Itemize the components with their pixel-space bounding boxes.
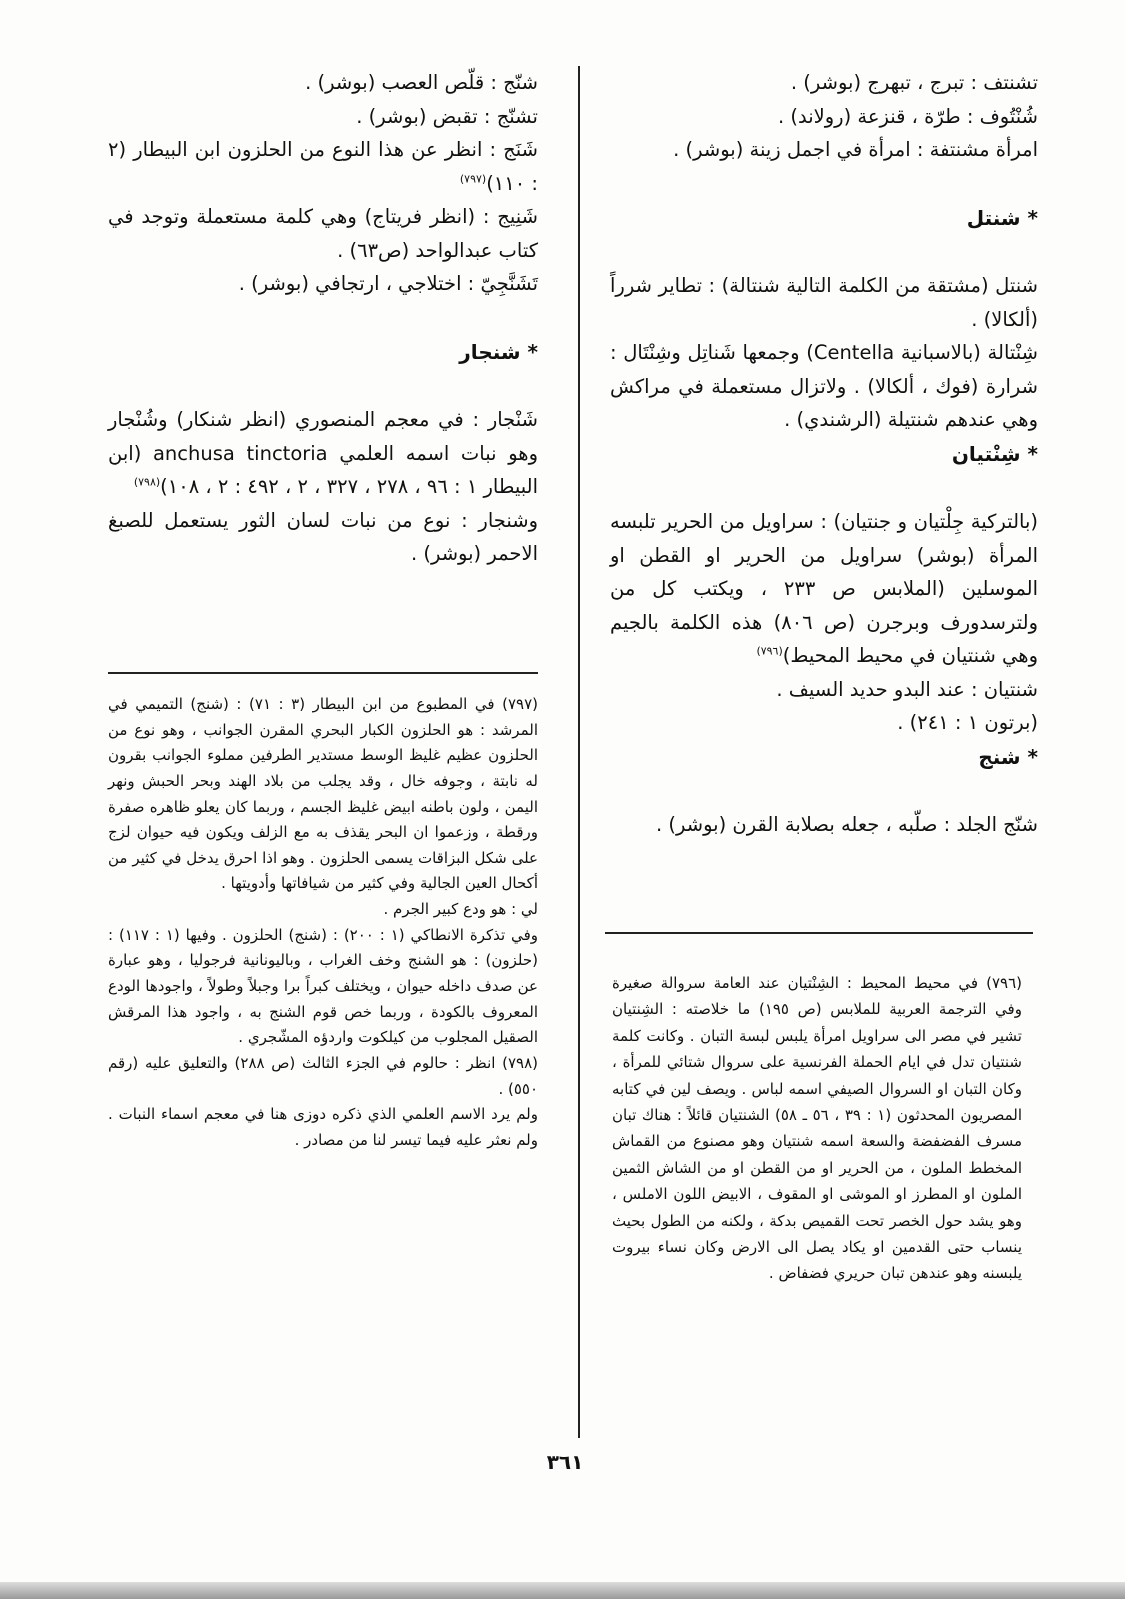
entry-snail-text: شَنَج : انظر عن هذا النوع من الحلزون ابن البيطار (٢ : ١١٠) [108,138,538,195]
column-divider [578,66,580,1438]
page-number: ٣٦١ [546,1450,584,1474]
right-footnote [612,970,1022,1287]
entry-shintiyan-sword: شنتيان : عند البدو حديد السيف . [776,677,1038,701]
entry-shintiyan-text: (بالتركية جِلْتيان و جنتيان) : سراويل من الحرير تلبسه المرأة (بوشر) سراويل من الحرير او القطن او الموسلين (الملابس ص ٢٣٣ ، ويكتب كل من ولترسدورف وبرجرن (ص ٨٠٦) هذه الكلمة بالجيم وهي شنتيان في محيط المحيط) [610,510,1039,668]
heading-shanaj: * شنج [978,744,1038,769]
entry-shanij: شَنِيج : (انظر فريتاج) وهي كلمة مستعملة وتوجد في كتاب عبدالواحد (ص٦٣) . [108,205,538,262]
entry-shantal: شنتل (مشتقة من الكلمة التالية شنتالة) : تطاير شرراً (ألكالا) . [610,273,1038,331]
entry-shintiyan [610,505,1038,673]
entry-line: تشنّج : تقبض (بوشر) . [356,104,538,128]
footnote-divider [108,672,538,674]
entry-tashanjiy: تَشَنَّجِيّ : اختلاجي ، ارتجافي (بوشر) . [238,272,538,296]
entry-line: شُنْتُوف : طرّة ، قنزعة (رولاند) . [777,104,1038,128]
entry-line: شنّج : قلّص العصب (بوشر) . [305,71,538,94]
heading-shintiyan: * شِنْتيان [951,441,1038,466]
footnote-798: (٧٩٨) انظر : حالوم في الجزء الثالث (ص ٢٨٨) والتعليق عليه (رقم ٥٥٠) . [108,1053,539,1098]
right-column [610,66,1038,842]
entry-snail [108,133,538,200]
footnote-796: (٧٩٦) في محيط المحيط : الشِنْتيان عند العامة سروالة صغيرة وفي الترجمة العربية للملابس (ص ١٩٥) ما خلاصته : الشِنتيان تشير في مصر الى سراويل امرأة يلبس لبسة التبان . وكانت كلمة شنتيان تدل في ايام الحملة الفرنسية على سروال شتائي للمرأة ، وكان التبان او السروال الصيفي اسمه لباس . ويصف لين في كتابه المصريون المحدثون (١ : ٣٩ ، ٥٦ ـ ٥٨) الشنتيان قائلاً : هناك تبان مسرف الفضفضة والسعة اسمه شنتيان وهو مصنوع من القماش المخطط الملون ، من الحرير او من القطن او من الشاش الثمين الملون او المطرز او الموشى او المقوف ، الابيض اللون الاملس ، وهو يشد حول الخصر تحت القميص بدكة ، ولكنه من الطول بحيث ينساب حتى القدمين او يكاد يصل الى الارض وكان نساء بيروت يلبسنه وهو عندهن تبان حريري فضفاض . [612,974,1022,1283]
footnote-797-antaki: وفي تذكرة الانطاكي (١ : ٢٠٠) : (شنج) الحلزون . وفيها (١ : ١١٧) : (حلزون) : هو الشنج وخف الغراب ، وباليونانية فرجوليا ، وهو عبارة عن صدف داخله حيوان ، ويختلف كبراً برا وجبلاً وطولاً ، واجودها الودع المعروف بالكودة ، وربما خص قوم الشنج به ، واجود هذا المرقش الصقيل المجلوب من كيلكوت واردؤه المشّجري . [108,925,538,1047]
left-column [108,66,538,571]
footnote-798-note: ولم يرد الاسم العلمي الذي ذكره دوزى هنا في معجم اسماء النبات . ولم نعثر عليه فيما تيسر لنا من مصادر . [108,1105,538,1149]
entry-shanaj: شنّج الجلد : صلّبه ، جعله بصلابة القرن (بوشر) . [656,813,1038,837]
heading-shantal: * شنتل [966,205,1038,230]
entry-shanjar-text: شَنْجار : في معجم المنصوري (انظر شنكار) وشُنْجار وهو نبات اسمه العلمي anchusa tinctoria (ابن البيطار ١ : ٩٦ ، ٢٧٨ ، ٣٢٧ ، ٢ ، ٤٩٢ : ٢ ، ١٠٨) [108,408,538,499]
footnote-797-note: لي : هو ودع كبير الجرم . [383,900,538,919]
left-footnotes [108,692,538,1154]
footnote-797: (٧٩٧) في المطبوع من ابن البيطار (٣ : ٧١) : (شنج) التميمي في المرشد : هو الحلزون الكبار البحري المقرن الجوانب ، وهو نوع من الحلزون عظيم غليظ الوسط مستدير الطرفين مملوء الجوانب بقرون له نابتة ، وجوفه خال ، وقد يجلب من بلاد الهند وبحر الحبش ونهر اليمن ، ولون باطنه ابيض غليظ الجسم ، وربما كان يعلو ظاهره صفرة ورقطة ، وزعموا ان البحر يقذف به مع الزلف ويكون فيه حيوان لزج على شكل البزاقات يسمى الحلزون . وهو اذا احرق يدخل في كثير من أكحال العين الجالية وفي كثير من شيافاتها وأدويتها . [108,695,538,893]
entry-shanjar [108,403,538,504]
footnote-ref: (٧٩٧) [459,172,487,186]
heading-shanjar: * شنجار [459,339,538,364]
footnote-ref: (٧٩٨) [133,475,161,489]
entry-burton-ref: (برتون ١ : ٢٤١) . [897,711,1038,735]
entry-line: تشنتف : تبرج ، تبهرج (بوشر) . [790,71,1038,94]
entry-shanjar-2: وشنجار : نوع من نبات لسان الثور يستعمل للصبغ الاحمر (بوشر) . [108,508,538,566]
entry-shintala: شِنْتالة (بالاسبانية Centella) وجمعها شَناتِل وشِنْتَال : شرارة (فوك ، ألكالا) . ولاتزال مستعملة في مراكش وهي عندهم شنتيلة (الرشندي) . [610,341,1038,432]
entry-line: امرأة مشنتفة : امرأة في اجمل زينة (بوشر) . [673,138,1038,162]
scan-edge [0,1582,1125,1599]
footnote-ref: (٧٩٦) [756,644,783,658]
footnote-divider [605,932,1033,934]
